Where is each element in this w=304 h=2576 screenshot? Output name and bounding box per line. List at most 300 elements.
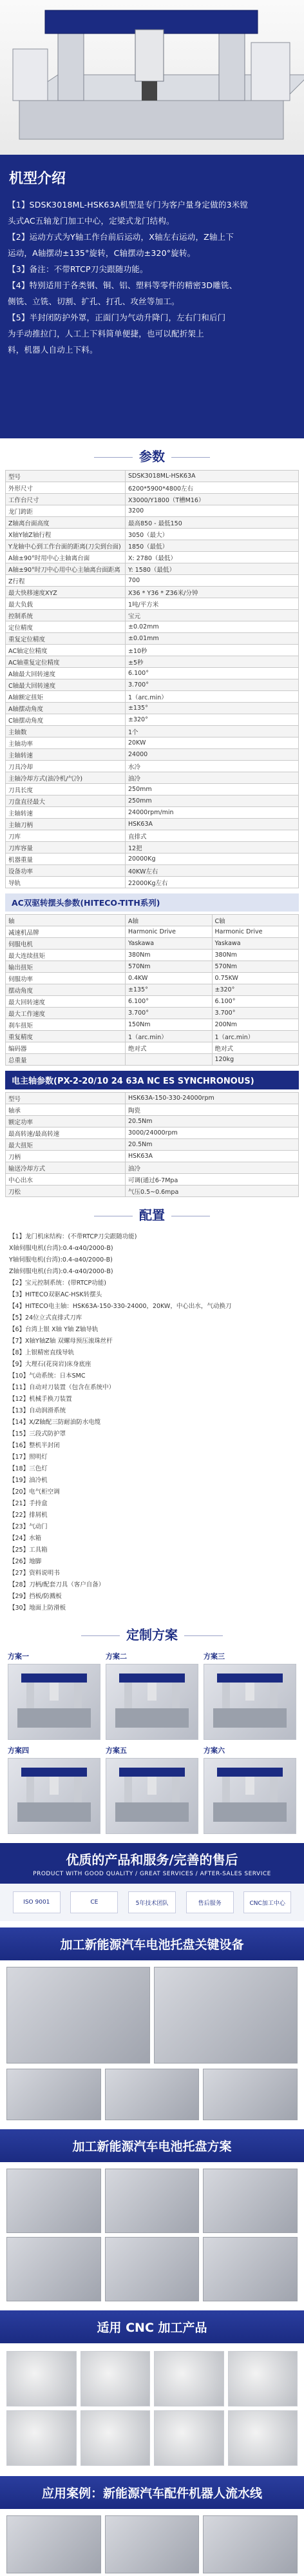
table-cell: 1（arc.min） — [126, 1031, 213, 1042]
table-cell: Y龙轴中心到工作台面的距离(刀尖到台面) — [6, 540, 126, 552]
application-title: 应用案例：新能源汽车配件机器人流水线 — [0, 2476, 304, 2509]
solution-photo — [6, 2169, 101, 2233]
cert-logo: ISO 9001 — [13, 1891, 61, 1913]
intro-line: 运动，A轴摆动±135°旋转，C轴摆动±320°旋转。 — [8, 248, 196, 258]
table-cell: A轴额定扭矩 — [6, 691, 126, 703]
table-row — [6, 830, 299, 842]
table-cell: 中心出水 — [6, 1174, 126, 1186]
config-item: 【17】照明灯 — [9, 1454, 48, 1461]
custom-solution — [106, 1745, 198, 1834]
solution-photo — [6, 2237, 101, 2301]
config-item: 【18】三色灯 — [9, 1465, 48, 1472]
table-cell: 1850（最低） — [126, 540, 299, 552]
table-cell: 最大负载 — [6, 598, 126, 610]
config-item: 【4】HITECO电主轴：HSK63A-150-330-24000，20KW，中心出水，气动换刀 — [9, 1303, 232, 1310]
table-row — [6, 517, 299, 529]
table-cell: 6.100° — [212, 996, 299, 1008]
table-cell: 0.75KW — [212, 973, 299, 984]
cnc-products-title: 适用 CNC 加工产品 — [0, 2310, 304, 2343]
machine-intro — [0, 155, 304, 438]
table-cell: 24000 — [126, 749, 299, 761]
table-cell: 编码器 — [6, 1042, 126, 1054]
intro-line: 【4】特别适用于各类钢、铜、铝、塑料等零件的精密3D雕铣、 — [8, 280, 238, 290]
table-row — [6, 598, 299, 610]
table-cell: 外形尺寸 — [6, 482, 126, 494]
table-cell: A轴最大回转速度 — [6, 668, 126, 679]
config-item: 【11】自动对刀装置（包含在系统中） — [9, 1384, 115, 1391]
table-cell: 伺服电机 — [6, 938, 126, 950]
table-cell: HSK63A — [126, 1151, 299, 1162]
table-cell: A轴±90°时刀中心用中心主轴离台面距离 — [6, 563, 126, 575]
intro-title: 机型介绍 — [9, 171, 66, 187]
table-row — [6, 772, 299, 784]
config-item: 【16】整机半封闭 — [9, 1442, 60, 1449]
cnc-part-photo — [228, 2410, 298, 2466]
table-row — [6, 1019, 299, 1031]
table-row — [6, 645, 299, 656]
table-cell: X36 * Y36 * Z36米/分钟 — [126, 587, 299, 598]
spindle-table — [5, 1092, 299, 1197]
table-cell: 油冷 — [126, 1162, 299, 1174]
table-cell: ±320° — [212, 984, 299, 996]
config-item: 【24】水箱 — [9, 1535, 42, 1542]
table-row — [6, 1162, 299, 1174]
params-table — [5, 470, 299, 888]
application-photos — [0, 2513, 304, 2576]
table-row — [6, 610, 299, 621]
table-cell: 24000rpm/min — [126, 807, 299, 819]
table-cell: Harmonic Drive — [126, 926, 213, 938]
table-cell: 0.4KW — [126, 973, 213, 984]
custom-solution-image — [106, 1664, 198, 1740]
config-item: 【15】三段式防护罩 — [9, 1430, 66, 1438]
table-row — [6, 679, 299, 691]
table-row — [6, 877, 299, 888]
table-cell: 控制系统 — [6, 610, 126, 621]
custom-solution — [8, 1745, 100, 1834]
table-row — [6, 842, 299, 854]
table-row — [6, 865, 299, 877]
table-cell: AC轴重复定位精度 — [6, 656, 126, 668]
table-cell: 油冷 — [126, 772, 299, 784]
table-row — [6, 714, 299, 726]
battery-solution-photos — [0, 2166, 304, 2304]
table-cell: 3200 — [126, 505, 299, 517]
table-cell: 刀柄 — [6, 1151, 126, 1162]
table-row — [6, 938, 299, 950]
table-row — [6, 726, 299, 737]
table-cell: 刀具长度 — [6, 784, 126, 795]
table-row — [6, 1151, 299, 1162]
table-cell: 减速机品牌 — [6, 926, 126, 938]
config-item: X轴伺服电机(台湾):0.4-α40/2000-B) — [9, 1245, 113, 1252]
table-cell: 刀库 — [6, 830, 126, 842]
custom-solution-image — [8, 1664, 100, 1740]
application-photo — [6, 2515, 101, 2573]
table-row — [6, 784, 299, 795]
table-row — [6, 505, 299, 517]
table-cell: Y: 1580（最低） — [126, 563, 299, 575]
cert-logo: CE — [70, 1891, 118, 1913]
table-cell: X3000/Y1800（T槽M16） — [126, 494, 299, 505]
table-cell: 重复定位精度 — [6, 633, 126, 645]
cnc-part-photo — [228, 2351, 298, 2406]
table-cell: 20.5Nm — [126, 1139, 299, 1151]
table-cell: Yaskawa — [212, 938, 299, 950]
custom-solution-image — [106, 1758, 198, 1834]
intro-line: 【2】运动方式为Y轴工作台前后运动，X轴左右运动，Z轴上下 — [8, 232, 234, 242]
quality-banner — [0, 1843, 304, 1884]
table-cell: 380Nm — [126, 950, 213, 961]
config-item: 【14】X/Z轴配三防耐油防水电缆 — [9, 1419, 101, 1426]
table-row — [6, 668, 299, 679]
solution-photo — [105, 2169, 200, 2233]
table-cell: 刀盘直径最大 — [6, 795, 126, 807]
table-cell: 3.700° — [126, 1008, 213, 1019]
table-cell: 摆动角度 — [6, 984, 126, 996]
table-cell: 气压0.5~0.6mpa — [126, 1186, 299, 1197]
config-item: 【28】刀柄/配套刀具（客户自备） — [9, 1581, 105, 1588]
custom-solution-image — [204, 1758, 296, 1834]
cnc-part-photo — [154, 2410, 224, 2466]
custom-solution-label: 方案一 — [8, 1652, 29, 1661]
table-cell: 20KW — [126, 737, 299, 749]
table-cell: HSK63A-150-330-24000rpm — [126, 1093, 299, 1104]
table-row — [6, 494, 299, 505]
intro-line: 【3】备注：不带RTCP刀尖跟随功能。 — [8, 264, 148, 274]
table-cell: Z行程 — [6, 575, 126, 587]
config-item: 【2】宝元控制系统：(带RTCP功能) — [9, 1280, 106, 1287]
cert-logo: CNC加工中心 — [243, 1891, 291, 1913]
config-item: 【9】大理石(花岗岩)床身底座 — [9, 1361, 91, 1368]
custom-solution-image — [204, 1664, 296, 1740]
config-item: 【21】手持盒 — [9, 1500, 48, 1507]
table-row — [6, 1139, 299, 1151]
params-title: 参数 — [0, 438, 304, 470]
battery-solution-title: 加工新能源汽车电池托盘方案 — [0, 2129, 304, 2162]
table-cell — [126, 1054, 213, 1066]
cnc-part-photo — [81, 2351, 151, 2406]
config-item: Z轴伺服电机(台湾):0.4-α40/2000-B) — [9, 1268, 113, 1275]
table-row — [6, 587, 299, 598]
table-row — [6, 854, 299, 865]
custom-solution-image — [8, 1758, 100, 1834]
table-cell: ±0.01mm — [126, 633, 299, 645]
table-cell: 3000/24000rpm — [126, 1127, 299, 1139]
intro-line: 【1】SDSK3018ML-HSK63A机型是专门为客户量身定做的3米镗 — [8, 200, 249, 210]
table-cell: ±135° — [126, 984, 213, 996]
table-row — [6, 926, 299, 938]
table-row — [6, 540, 299, 552]
config-item: 【27】资料说明书 — [9, 1570, 60, 1577]
table-cell: 最大连续扭矩 — [6, 950, 126, 961]
table-row — [6, 621, 299, 633]
custom-solution — [106, 1651, 198, 1740]
table-row — [6, 552, 299, 563]
table-cell: 输出扭矩 — [6, 961, 126, 973]
config-item: 【10】气动系统：日本SMC — [9, 1372, 86, 1380]
config-list — [0, 1229, 304, 1617]
table-cell: 3.700° — [126, 679, 299, 691]
table-row — [6, 1186, 299, 1197]
table-cell: 12把 — [126, 842, 299, 854]
solution-photo — [105, 2237, 200, 2301]
table-row — [6, 950, 299, 961]
table-cell: AC轴定位精度 — [6, 645, 126, 656]
config-item: 【13】自动润滑系统 — [9, 1407, 66, 1414]
table-row — [6, 984, 299, 996]
table-cell: 570Nm — [126, 961, 213, 973]
table-cell: SDSK3018ML-HSK63A — [126, 471, 299, 482]
table-cell: 20000Kg — [126, 854, 299, 865]
table-cell: C轴最大回转速度 — [6, 679, 126, 691]
equipment-photo — [6, 1967, 150, 2064]
custom-solution — [204, 1745, 296, 1834]
battery-equipment-photos — [0, 2066, 304, 2123]
cnc-parts-grid — [0, 2347, 304, 2470]
table-row — [6, 761, 299, 772]
config-item: 【12】机械手换刀装置 — [9, 1396, 72, 1403]
table-cell: 导轨 — [6, 877, 126, 888]
table-row — [6, 807, 299, 819]
config-item: 【19】油冷机 — [9, 1477, 48, 1484]
table-cell: 6200*5900*4800左右 — [126, 482, 299, 494]
table-cell: 轴 — [6, 915, 126, 926]
custom-solution-label: 方案三 — [204, 1652, 225, 1661]
table-cell: 刀松 — [6, 1186, 126, 1197]
table-cell: 总重量 — [6, 1054, 126, 1066]
ac-head-title: AC双驱转摆头参数(HITECO-TITH系列) — [5, 893, 299, 912]
table-cell: 可调(通过6-7Mpa — [126, 1174, 299, 1186]
table-cell: 伺服功率 — [6, 973, 126, 984]
table-cell: 主轴功率 — [6, 737, 126, 749]
table-row — [6, 737, 299, 749]
custom-solution — [204, 1651, 296, 1740]
custom-title: 定制方案 — [0, 1617, 304, 1648]
table-cell: 最高850 - 最低150 — [126, 517, 299, 529]
solution-photo — [203, 2237, 298, 2301]
equipment-photo — [154, 1967, 298, 2064]
table-cell: 刀库容量 — [6, 842, 126, 854]
table-cell: 定位精度 — [6, 621, 126, 633]
table-cell: C轴摆动角度 — [6, 714, 126, 726]
cnc-part-photo — [6, 2351, 77, 2406]
intro-line: 为手动推拉门，人工上下料简单便捷，也可以配折架上 — [8, 329, 204, 338]
table-row — [6, 996, 299, 1008]
table-row — [6, 703, 299, 714]
table-cell: 工作台尺寸 — [6, 494, 126, 505]
solution-photo — [203, 2169, 298, 2233]
table-cell: 120kg — [212, 1054, 299, 1066]
equipment-photo — [105, 2069, 200, 2120]
table-row — [6, 1054, 299, 1066]
config-item: 【1】龙门机床结构：(不带RTCP刀尖跟随功能) — [9, 1233, 137, 1240]
application-photo — [203, 2515, 298, 2573]
table-cell: 最大回转速度 — [6, 996, 126, 1008]
table-cell: 机器重量 — [6, 854, 126, 865]
table-cell: 1（arc.min） — [126, 691, 299, 703]
table-row — [6, 482, 299, 494]
table-cell: 6.100° — [126, 668, 299, 679]
table-cell: 1吨/平方米 — [126, 598, 299, 610]
table-cell: X: 2780（最低） — [126, 552, 299, 563]
table-cell: 250mm — [126, 795, 299, 807]
table-row — [6, 1093, 299, 1104]
table-cell: ±10秒 — [126, 645, 299, 656]
table-cell: 最大扭矩 — [6, 1139, 126, 1151]
table-row — [6, 1031, 299, 1042]
table-row — [6, 1042, 299, 1054]
table-row — [6, 1127, 299, 1139]
table-cell: 轴承 — [6, 1104, 126, 1116]
table-cell: 最高转速/最高转速 — [6, 1127, 126, 1139]
table-cell: 刀具冷却 — [6, 761, 126, 772]
ac-head-table — [5, 914, 299, 1066]
gantry-machine-illustration — [6, 4, 298, 151]
table-row — [6, 1008, 299, 1019]
table-cell: 700 — [126, 575, 299, 587]
table-cell: 主轴转速 — [6, 807, 126, 819]
table-row — [6, 1174, 299, 1186]
table-row — [6, 633, 299, 645]
table-cell: 20.5Nm — [126, 1116, 299, 1127]
table-cell: 主轴冷却方式(油冷机/气冷) — [6, 772, 126, 784]
config-item: Y轴伺服电机(台湾):0.4-α40/2000-B) — [9, 1256, 113, 1264]
table-row — [6, 529, 299, 540]
table-cell: 设备功率 — [6, 865, 126, 877]
config-item: 【25】工具箱 — [9, 1547, 48, 1554]
config-item: 【30】地面上防滑板 — [9, 1605, 66, 1612]
table-cell: 1（arc.min） — [212, 1031, 299, 1042]
table-cell: 150Nm — [126, 1019, 213, 1031]
cnc-part-photo — [81, 2410, 151, 2466]
table-row — [6, 575, 299, 587]
table-row — [6, 749, 299, 761]
table-row — [6, 1104, 299, 1116]
custom-solution-label: 方案六 — [204, 1746, 225, 1755]
cnc-part-photo — [6, 2410, 77, 2466]
cert-logos — [0, 1884, 304, 1921]
table-cell: 3050（最大） — [126, 529, 299, 540]
table-row — [6, 795, 299, 807]
intro-line: 【5】半封闭防护外罩，正面门为气动升降门，左右门和后门 — [8, 313, 226, 322]
table-row — [6, 563, 299, 575]
cert-logo: 售后服务 — [186, 1891, 234, 1913]
table-cell: HSK63A — [126, 819, 299, 830]
table-cell: 绝对式 — [126, 1042, 213, 1054]
cert-logo: 5年技术团队 — [128, 1891, 176, 1913]
table-cell: 刹车扭矩 — [6, 1019, 126, 1031]
table-cell: 主轴刀柄 — [6, 819, 126, 830]
table-cell: 最大工作速度 — [6, 1008, 126, 1019]
equipment-photo — [203, 2069, 298, 2120]
custom-solution-label: 方案五 — [106, 1746, 127, 1755]
custom-grid — [0, 1648, 304, 1837]
equipment-photo — [6, 2069, 101, 2120]
table-cell: A轴±90°时用中心主轴离台面 — [6, 552, 126, 563]
custom-solution-label: 方案四 — [8, 1746, 29, 1755]
table-cell: 200Nm — [212, 1019, 299, 1031]
config-item: 【7】X轴Y轴Z轴 双螺母预压滚珠丝杆 — [9, 1338, 113, 1345]
table-cell: 额定功率 — [6, 1116, 126, 1127]
table-row — [6, 471, 299, 482]
table-cell: 输送冷却方式 — [6, 1162, 126, 1174]
table-row — [6, 819, 299, 830]
table-cell: X轴Y轴Z轴行程 — [6, 529, 126, 540]
table-cell: 型号 — [6, 471, 126, 482]
table-cell: 重复精度 — [6, 1031, 126, 1042]
table-cell: 380Nm — [212, 950, 299, 961]
config-item: 【3】HITECO双驱AC-HSK转摆头 — [9, 1291, 102, 1298]
config-item: 【8】上银精密直线导轨 — [9, 1349, 75, 1356]
table-cell: Z轴离台面高度 — [6, 517, 126, 529]
table-cell: 最大快移速度XYZ — [6, 587, 126, 598]
custom-solution — [8, 1651, 100, 1740]
intro-line: 头式AC五轴龙门加工中心，定梁式龙门结构。 — [8, 216, 175, 226]
table-cell: ±5秒 — [126, 656, 299, 668]
intro-line: 料，机器人自动上下料。 — [8, 345, 98, 355]
battery-equipment-photos — [0, 1964, 304, 2066]
config-item: 【23】气动门 — [9, 1523, 48, 1530]
table-cell: 570Nm — [212, 961, 299, 973]
table-cell: A轴摆动角度 — [6, 703, 126, 714]
intro-line: 侧铣、立铣、切割、扩孔、打孔、攻丝等加工。 — [8, 297, 180, 306]
table-cell: 22000Kg左右 — [126, 877, 299, 888]
hero-machine-image — [0, 0, 304, 155]
table-cell: 40KW左右 — [126, 865, 299, 877]
config-title: 配置 — [0, 1197, 304, 1229]
table-cell: ±135° — [126, 703, 299, 714]
table-cell: Yaskawa — [126, 938, 213, 950]
table-cell: C轴 — [212, 915, 299, 926]
config-item: 【26】地脚 — [9, 1558, 42, 1565]
quality-title: 优质的产品和服务/完善的售后 — [66, 1852, 238, 1868]
config-item: 【22】排屑机 — [9, 1512, 48, 1519]
table-cell: 型号 — [6, 1093, 126, 1104]
table-cell: ±320° — [126, 714, 299, 726]
spindle-title: 电主轴参数(PX-2-20/10 24 63A NC ES SYNCHRONOUS) — [5, 1071, 299, 1089]
table-cell: Harmonic Drive — [212, 926, 299, 938]
table-row — [6, 915, 299, 926]
config-item: 【6】台湾上银 X轴 Y轴 Z轴导轨 — [9, 1326, 99, 1333]
config-item: 【29】挡板/防溅板 — [9, 1593, 62, 1600]
quality-subtitle: PRODUCT WITH GOOD QUALITY / GREAT SERVICES / AFTER-SALES SERVICE — [33, 1871, 271, 1877]
table-cell: 直排式 — [126, 830, 299, 842]
config-item: 【5】24位立式直排式刀库 — [9, 1314, 82, 1322]
table-row — [6, 973, 299, 984]
table-row — [6, 656, 299, 668]
table-cell: 水冷 — [126, 761, 299, 772]
table-cell: 绝对式 — [212, 1042, 299, 1054]
table-cell: 龙门跨距 — [6, 505, 126, 517]
table-row — [6, 691, 299, 703]
table-cell: 1个 — [126, 726, 299, 737]
table-cell: ±0.02mm — [126, 621, 299, 633]
table-cell: 宝元 — [126, 610, 299, 621]
table-cell: 主轴数 — [6, 726, 126, 737]
custom-solution-label: 方案二 — [106, 1652, 127, 1661]
table-cell: 3.700° — [212, 1008, 299, 1019]
table-cell: A轴 — [126, 915, 213, 926]
config-item: 【20】电气柜空调 — [9, 1488, 60, 1496]
cnc-part-photo — [154, 2351, 224, 2406]
table-row — [6, 961, 299, 973]
table-cell: 250mm — [126, 784, 299, 795]
battery-equipment-title: 加工新能源汽车电池托盘关键设备 — [0, 1927, 304, 1960]
table-cell: 陶瓷 — [126, 1104, 299, 1116]
table-cell: 6.100° — [126, 996, 213, 1008]
table-row — [6, 1116, 299, 1127]
